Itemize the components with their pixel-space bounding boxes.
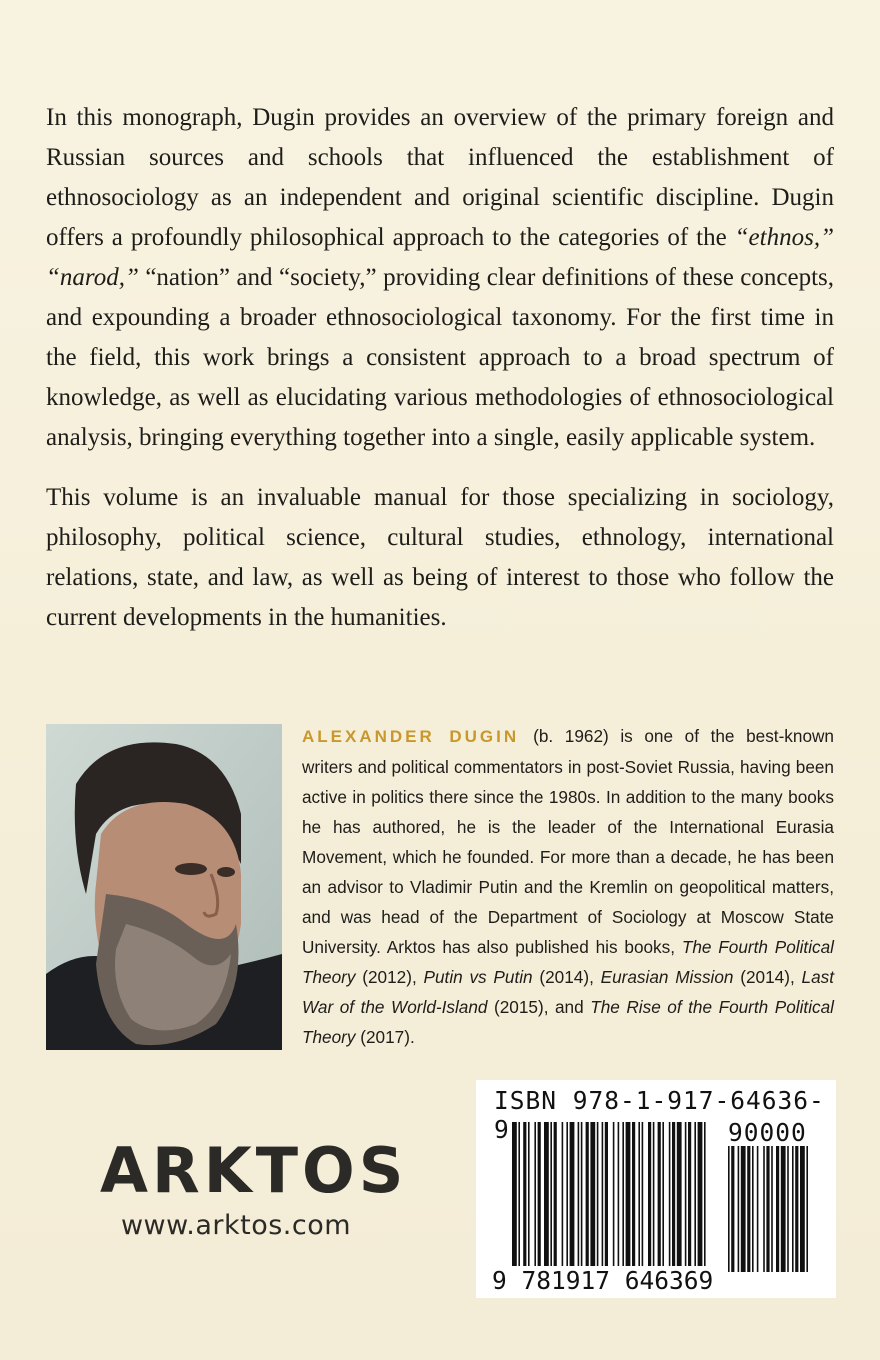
barcode-bar xyxy=(806,1146,808,1272)
barcode-bar xyxy=(766,1146,769,1272)
book-title: Last War of the World-Island xyxy=(302,967,835,1017)
barcode-bar xyxy=(613,1122,615,1274)
ean-digits: 9 781917 646369 xyxy=(492,1266,714,1295)
book-title: Putin vs Putin xyxy=(423,967,533,987)
barcode-bar xyxy=(757,1146,759,1272)
description-paragraph-1 xyxy=(46,98,834,458)
barcode-bar xyxy=(800,1146,805,1272)
barcode-bar xyxy=(731,1146,734,1272)
book-title: The Fourth Political Theory xyxy=(302,937,834,987)
barcode-bar xyxy=(512,1122,517,1274)
isbn-number: ISBN 978-1-917-64636-9 xyxy=(494,1086,825,1144)
description-paragraph-2: This volume is an invaluable manual for those specializing in sociology, philosophy, political science, cultural studies, ethnology, international relations, state, and law, as well as being of interest to those who follow the current developments in the humanities. xyxy=(46,484,834,631)
price-code: 90000 xyxy=(728,1118,807,1147)
barcode-bar xyxy=(781,1146,786,1272)
author-name: ALEXANDER DUGIN xyxy=(302,727,520,746)
book-title: Eurasian Mission xyxy=(600,967,734,987)
term-ethnos: “ethnos,” xyxy=(734,224,834,251)
publisher-logo: ARKTOS xyxy=(100,1134,408,1207)
author-bio xyxy=(302,721,834,1052)
barcode-bar xyxy=(704,1122,706,1274)
book-title: The Rise of the Fourth Political Theory xyxy=(302,997,834,1047)
barcode-bar xyxy=(776,1146,779,1272)
barcode-bar xyxy=(747,1146,750,1272)
description-text-continued: “nation” and “society,” providing clear definitions of these concepts, and expounding a broader ethnosociological taxonomy. For the first time in the field, this work brings a consistent approach to a broad spectrum of knowledge, as well as elucidating various methodologies of ethnosociological analysis, bringing everything together into a single, easily applicable system. xyxy=(46,264,834,451)
barcode-bar xyxy=(738,1146,740,1272)
book-year: (2012), xyxy=(355,967,424,987)
bio-text: (b. 1962) is one of the best-known writers and political commentators in post-Soviet Russia, having been active in politics there since the 1980s. In addition to the many books he has authored, he is the leader of the International Eurasia Movement, which he founded. For more than a decade, he has been an advisor to Vladimir Putin and the Kremlin on geopolitical matters, and was head of the Department of Sociology at Moscow State University. Arktos has also published his books, xyxy=(302,726,834,957)
barcode-bar xyxy=(518,1122,520,1274)
author-photo xyxy=(46,724,282,1050)
barcode-bar xyxy=(741,1146,746,1272)
barcode-bar xyxy=(728,1146,730,1272)
description-text: In this monograph, Dugin provides an overview of the primary foreign and Russian sources and schools that influenced the establishment of ethnosociology as an independent and original scientific discipline. Dugin offers a profoundly philosophical approach to the categories of the xyxy=(46,104,834,251)
term-narod: “narod,” xyxy=(46,264,139,291)
barcode-bar xyxy=(763,1146,765,1272)
book-year: (2014), xyxy=(532,967,601,987)
publisher-url: www.arktos.com xyxy=(120,1210,352,1241)
publisher-block xyxy=(100,1134,408,1241)
book-year: (2014), xyxy=(733,967,802,987)
barcode-bar xyxy=(795,1146,798,1272)
barcode-bar xyxy=(787,1146,789,1272)
isbn-barcode xyxy=(476,1080,836,1298)
book-year: (2017). xyxy=(355,1027,415,1047)
book-year: (2015), and xyxy=(487,997,591,1017)
book-description xyxy=(46,98,834,638)
barcode-bar xyxy=(792,1146,794,1272)
barcode-bar xyxy=(752,1146,754,1272)
barcode-bar xyxy=(771,1146,773,1272)
